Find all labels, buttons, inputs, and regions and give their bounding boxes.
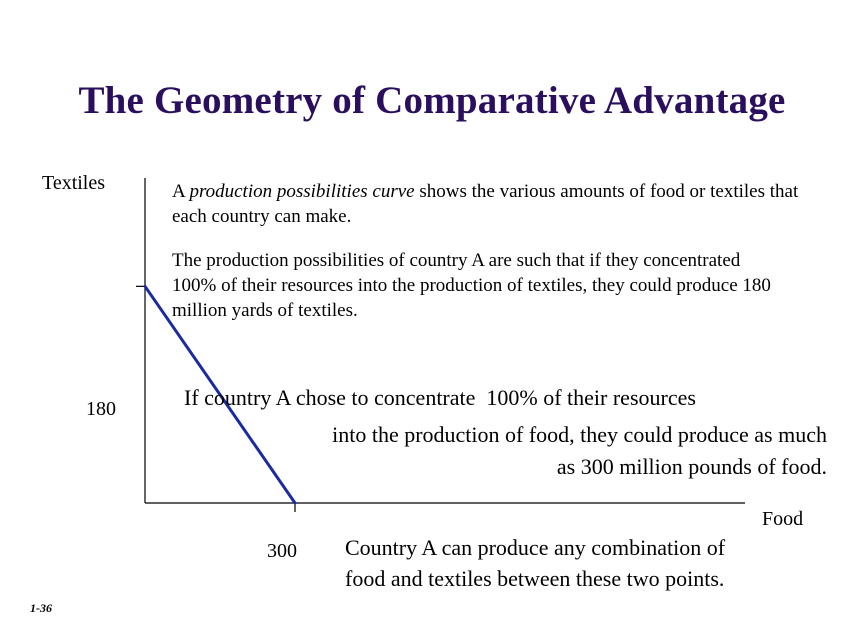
textiles-explanation-text: The production possibilities of country A are such that if they concentrated 100% of their resources into the production of textiles, they could produce 180 million yards of textiles.	[172, 250, 771, 321]
x-tick-label-300: 300	[267, 540, 297, 562]
slide-title: The Geometry of Comparative Advantage	[78, 79, 786, 122]
y-axis-label: Textiles	[42, 172, 106, 194]
y-tick-label-180: 180	[86, 398, 116, 420]
ppc-intro-pre: A	[172, 181, 190, 202]
ppc-intro-term: production possibilities curve	[189, 181, 415, 202]
combination-line-1: Country A can produce any combination of	[345, 535, 726, 560]
ppc-intro-post: shows the various amounts of food or textiles that each country can make.	[172, 181, 799, 227]
food-explanation-line-1: If country A chose to concentrate 100% of their resources	[184, 385, 696, 410]
slide-number: 1-36	[30, 601, 52, 615]
ppc-definition-text	[172, 179, 822, 229]
food-explanation-line-2: into the production of food, they could produce as much	[332, 422, 827, 447]
x-axis-label: Food	[762, 508, 804, 530]
food-explanation-line-3: as 300 million pounds of food.	[556, 454, 827, 479]
combination-line-2: food and textiles between these two points.	[345, 566, 725, 591]
